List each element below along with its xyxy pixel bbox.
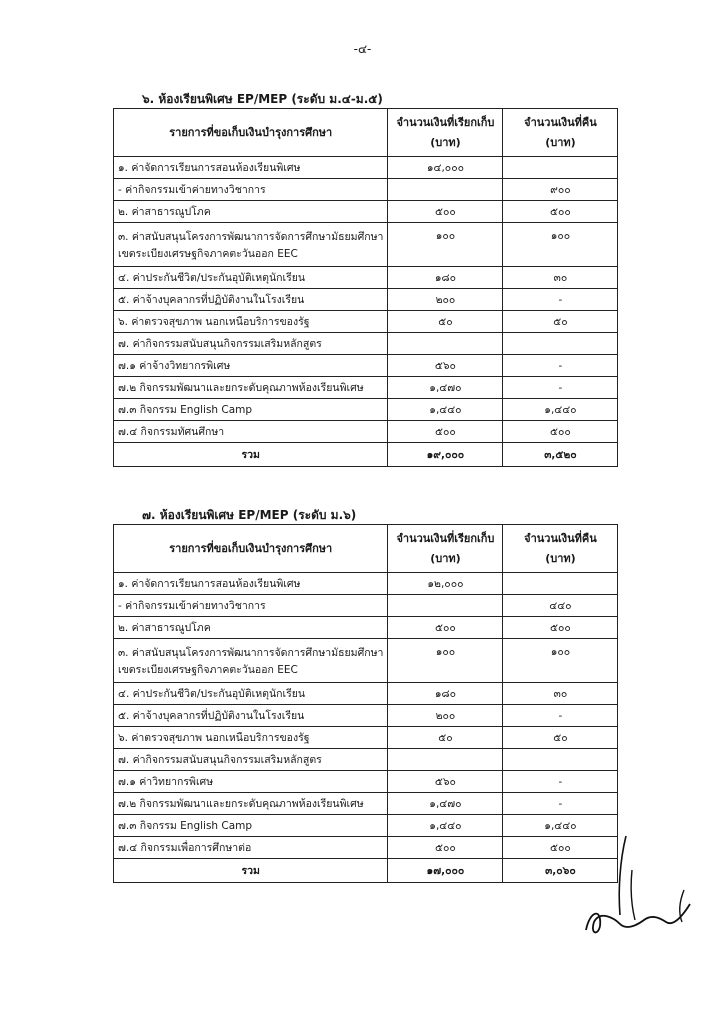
- table-row: [114, 815, 618, 837]
- row-label: ๗.๒ กิจกรรมพัฒนาและยกระดับคุณภาพห้องเรียนพิเศษ: [114, 377, 388, 399]
- row-label: ๖. ค่าตรวจสุขภาพ นอกเหนือบริการของรัฐ: [114, 311, 388, 333]
- table-header-row: [114, 525, 618, 573]
- row-collect: ๕๐๐: [388, 201, 503, 223]
- row-collect: [388, 595, 503, 617]
- row-label: ๗. ค่ากิจกรรมสนับสนุนกิจกรรมเสริมหลักสูตร: [114, 749, 388, 771]
- row-label: ๗.๑ ค่าวิทยากรพิเศษ: [114, 771, 388, 793]
- row-label: ๕. ค่าจ้างบุคลากรที่ปฏิบัติงานในโรงเรียน: [114, 289, 388, 311]
- row-refund: ๑๐๐: [503, 639, 618, 683]
- row-label: ๗.๔ กิจกรรมทัศนศึกษา: [114, 421, 388, 443]
- row-collect: ๑๐๐: [388, 639, 503, 683]
- row-refund: [503, 157, 618, 179]
- row-refund: ๕๐๐: [503, 837, 618, 859]
- table-row: [114, 749, 618, 771]
- row-collect: ๑๘๐: [388, 683, 503, 705]
- table-row: [114, 837, 618, 859]
- row-refund: ๕๐๐: [503, 617, 618, 639]
- row-collect: ๕๐: [388, 727, 503, 749]
- row-label: ๓. ค่าสนับสนุนโครงการพัฒนาการจัดการศึกษามัธยมศึกษา: [118, 646, 384, 659]
- header-item: รายการที่ขอเก็บเงินบำรุงการศึกษา: [114, 525, 388, 573]
- table-row: [114, 639, 618, 683]
- total-collect: ๑๙,๐๐๐: [388, 443, 503, 467]
- row-refund: [503, 749, 618, 771]
- row-label: ๗. ค่ากิจกรรมสนับสนุนกิจกรรมเสริมหลักสูตร: [114, 333, 388, 355]
- row-refund: -: [503, 289, 618, 311]
- table-row: [114, 267, 618, 289]
- total-label: รวม: [114, 443, 388, 467]
- header-refund-label: จำนวนเงินที่คืน: [524, 115, 597, 129]
- header-collect-label: จำนวนเงินที่เรียกเก็บ: [396, 115, 495, 129]
- row-label-cont: เขตระเบียงเศรษฐกิจภาคตะวันออก EEC: [118, 247, 298, 260]
- row-label: ๖. ค่าตรวจสุขภาพ นอกเหนือบริการของรัฐ: [114, 727, 388, 749]
- row-collect: ๕๐๐: [388, 837, 503, 859]
- row-refund: ๑๐๐: [503, 223, 618, 267]
- handwritten-signature: [580, 830, 700, 950]
- row-collect: ๑,๔๔๐: [388, 815, 503, 837]
- row-label: - ค่ากิจกรรมเข้าค่ายทางวิชาการ: [114, 595, 388, 617]
- row-label: ๓. ค่าสนับสนุนโครงการพัฒนาการจัดการศึกษามัธยมศึกษา: [118, 230, 384, 243]
- row-label: ๒. ค่าสาธารณูปโภค: [114, 617, 388, 639]
- row-label-cell: [114, 223, 388, 267]
- table-row: [114, 333, 618, 355]
- row-collect: ๒๐๐: [388, 289, 503, 311]
- row-refund: -: [503, 377, 618, 399]
- header-refund-unit: (บาท): [545, 551, 576, 565]
- total-row: [114, 443, 618, 467]
- header-collect-label: จำนวนเงินที่เรียกเก็บ: [396, 531, 495, 545]
- header-collect-unit: (บาท): [430, 551, 461, 565]
- row-collect: ๑๘๐: [388, 267, 503, 289]
- table-header-row: [114, 109, 618, 157]
- row-refund: ๔๔๐: [503, 595, 618, 617]
- table-row: [114, 223, 618, 267]
- table-row: [114, 377, 618, 399]
- section-title: ๖. ห้องเรียนพิเศษ EP/MEP (ระดับ ม.๔-ม.๕): [142, 92, 383, 106]
- row-refund: ๑,๔๔๐: [503, 815, 618, 837]
- table-row: [114, 201, 618, 223]
- total-refund: ๓,๐๖๐: [503, 859, 618, 883]
- row-label: ๗.๓ กิจกรรม English Camp: [114, 399, 388, 421]
- row-label: ๔. ค่าประกันชีวิต/ประกันอุบัติเหตุนักเรียน: [114, 267, 388, 289]
- table-row: [114, 355, 618, 377]
- table-row: [114, 683, 618, 705]
- total-label: รวม: [114, 859, 388, 883]
- row-refund: ๕๐๐: [503, 201, 618, 223]
- row-label: ๗.๔ กิจกรรมเพื่อการศึกษาต่อ: [114, 837, 388, 859]
- row-collect: [388, 749, 503, 771]
- header-refund: [503, 525, 618, 573]
- section-title: ๗. ห้องเรียนพิเศษ EP/MEP (ระดับ ม.๖): [142, 508, 357, 522]
- row-label: ๑. ค่าจัดการเรียนการสอนห้องเรียนพิเศษ: [114, 157, 388, 179]
- row-label: ๑. ค่าจัดการเรียนการสอนห้องเรียนพิเศษ: [114, 573, 388, 595]
- row-refund: ๓๐: [503, 267, 618, 289]
- row-collect: ๑,๔๗๐: [388, 377, 503, 399]
- row-refund: [503, 333, 618, 355]
- table-row: [114, 793, 618, 815]
- table-row: [114, 311, 618, 333]
- row-refund: ๙๐๐: [503, 179, 618, 201]
- row-refund: ๕๐๐: [503, 421, 618, 443]
- row-collect: ๑,๔๗๐: [388, 793, 503, 815]
- row-collect: ๑๒,๐๐๐: [388, 573, 503, 595]
- row-collect: ๒๐๐: [388, 705, 503, 727]
- row-collect: ๕๐๐: [388, 421, 503, 443]
- table-row: [114, 157, 618, 179]
- row-label: ๗.๑ ค่าจ้างวิทยากรพิเศษ: [114, 355, 388, 377]
- row-collect: ๕๐: [388, 311, 503, 333]
- table-row: [114, 421, 618, 443]
- table-row: [114, 179, 618, 201]
- header-collect-unit: (บาท): [430, 135, 461, 149]
- row-label: - ค่ากิจกรรมเข้าค่ายทางวิชาการ: [114, 179, 388, 201]
- header-collect: [388, 109, 503, 157]
- row-collect: ๑๔,๐๐๐: [388, 157, 503, 179]
- row-label: ๕. ค่าจ้างบุคลากรที่ปฏิบัติงานในโรงเรียน: [114, 705, 388, 727]
- total-refund: ๓,๕๒๐: [503, 443, 618, 467]
- header-refund: [503, 109, 618, 157]
- total-row: [114, 859, 618, 883]
- row-label-cont: เขตระเบียงเศรษฐกิจภาคตะวันออก EEC: [118, 663, 298, 676]
- row-collect: ๕๖๐: [388, 355, 503, 377]
- row-label: ๗.๓ กิจกรรม English Camp: [114, 815, 388, 837]
- table-row: [114, 289, 618, 311]
- row-label: ๗.๒ กิจกรรมพัฒนาและยกระดับคุณภาพห้องเรียนพิเศษ: [114, 793, 388, 815]
- header-refund-unit: (บาท): [545, 135, 576, 149]
- table-row: [114, 727, 618, 749]
- fee-table: [113, 524, 618, 883]
- header-collect: [388, 525, 503, 573]
- row-collect: ๕๖๐: [388, 771, 503, 793]
- row-refund: ๕๐: [503, 311, 618, 333]
- row-collect: [388, 179, 503, 201]
- table-row: [114, 573, 618, 595]
- fee-table: [113, 108, 618, 467]
- header-refund-label: จำนวนเงินที่คืน: [524, 531, 597, 545]
- row-refund: [503, 573, 618, 595]
- table-row: [114, 705, 618, 727]
- row-collect: ๑๐๐: [388, 223, 503, 267]
- table-row: [114, 617, 618, 639]
- row-refund: -: [503, 355, 618, 377]
- row-refund: ๓๐: [503, 683, 618, 705]
- total-collect: ๑๗,๐๐๐: [388, 859, 503, 883]
- row-refund: ๑,๔๔๐: [503, 399, 618, 421]
- row-label: ๔. ค่าประกันชีวิต/ประกันอุบัติเหตุนักเรียน: [114, 683, 388, 705]
- row-collect: [388, 333, 503, 355]
- row-refund: ๕๐: [503, 727, 618, 749]
- row-collect: ๕๐๐: [388, 617, 503, 639]
- page-number: -๔-: [353, 42, 372, 56]
- row-refund: -: [503, 793, 618, 815]
- header-item: รายการที่ขอเก็บเงินบำรุงการศึกษา: [114, 109, 388, 157]
- row-refund: -: [503, 705, 618, 727]
- row-refund: -: [503, 771, 618, 793]
- table-row: [114, 399, 618, 421]
- row-label: ๒. ค่าสาธารณูปโภค: [114, 201, 388, 223]
- row-collect: ๑,๔๔๐: [388, 399, 503, 421]
- row-label-cell: [114, 639, 388, 683]
- table-row: [114, 771, 618, 793]
- table-row: [114, 595, 618, 617]
